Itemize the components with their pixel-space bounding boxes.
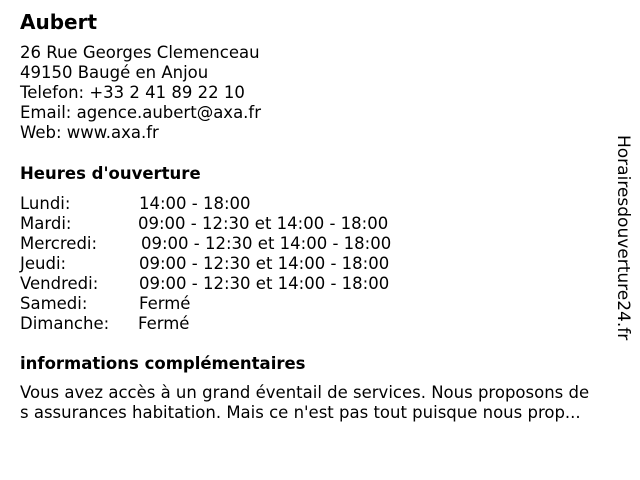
time-value: 09:00 - 12:30 et 14:00 - 18:00 (139, 254, 390, 273)
contact-block (20, 43, 261, 143)
street-address: 26 Rue Georges Clemenceau (20, 43, 260, 62)
time-value: 09:00 - 12:30 et 14:00 - 18:00 (139, 274, 390, 293)
additional-info-text (20, 383, 620, 423)
website-link[interactable]: Web: www.axa.fr (20, 123, 159, 142)
description-line: s assurances habitation. Mais ce n'est pas tout puisque nous prop... (20, 403, 581, 422)
time-value: 14:00 - 18:00 (139, 194, 251, 213)
day-label: Vendredi: (20, 274, 99, 293)
day-label: Dimanche: (20, 314, 110, 333)
time-value: Fermé (138, 314, 190, 333)
business-name: Aubert (20, 10, 98, 34)
day-label: Mercredi: (20, 234, 98, 253)
opening-hours-heading: Heures d'ouverture (20, 164, 201, 183)
day-label: Samedi: (20, 294, 88, 313)
day-label: Mardi: (20, 214, 72, 233)
postal-city: 49150 Baugé en Anjou (20, 63, 209, 82)
time-value: Fermé (139, 294, 191, 313)
phone-number[interactable]: Telefon: +33 2 41 89 22 10 (20, 83, 245, 102)
site-watermark: Horairesdouverture24.fr (613, 135, 633, 341)
day-label: Lundi: (20, 194, 71, 213)
time-value: 09:00 - 12:30 et 14:00 - 18:00 (138, 214, 389, 233)
email-address[interactable]: Email: agence.aubert@axa.fr (20, 103, 262, 122)
additional-info-heading: informations complémentaires (20, 354, 306, 373)
description-line: Vous avez accès à un grand éventail de services. Nous proposons de (20, 383, 590, 402)
day-label: Jeudi: (20, 254, 67, 273)
time-value: 09:00 - 12:30 et 14:00 - 18:00 (141, 234, 392, 253)
